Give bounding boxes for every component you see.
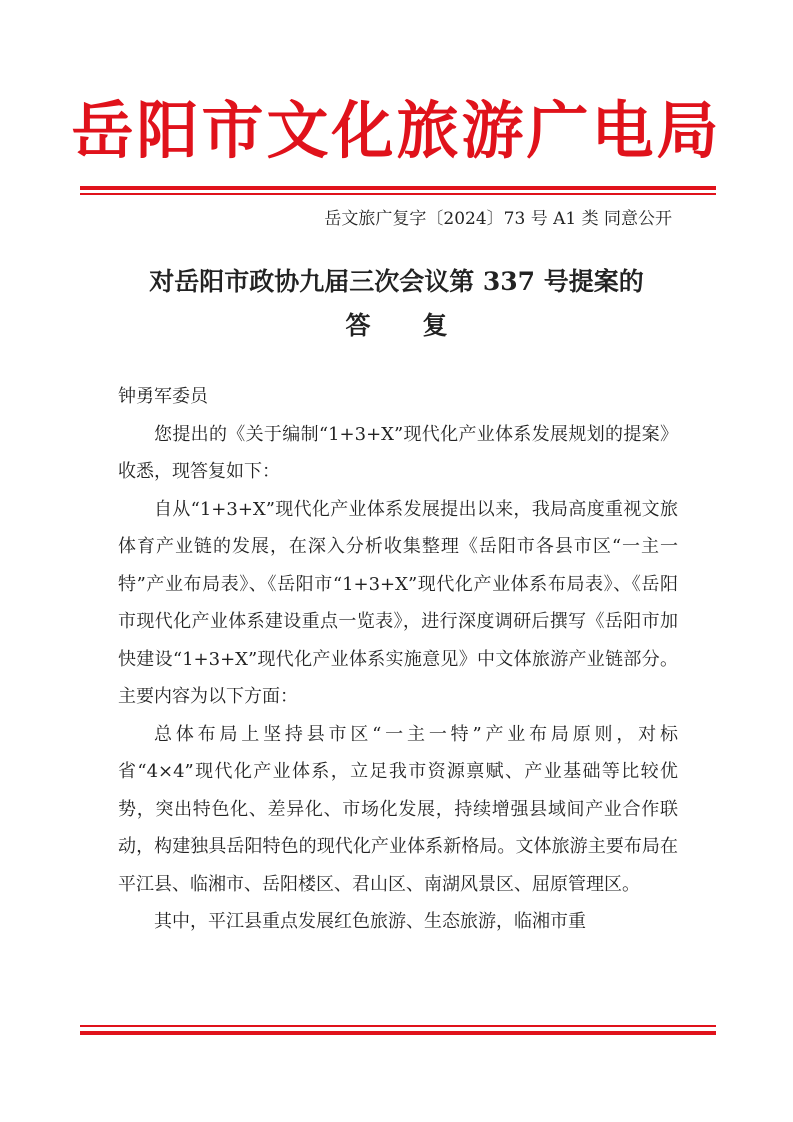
document-title-line1: 对岳阳市政协九届三次会议第 337 号提案的 [149, 267, 644, 296]
document-number: 岳文旅广复字〔2024〕73 号 A1 类 同意公开 [324, 209, 672, 229]
organization-masthead: 岳阳市文化旅游广电局 [71, 94, 722, 167]
paragraph: 其中，平江县重点发展红色旅游、生态旅游，临湘市重 [154, 911, 586, 932]
paragraph: 您提出的《关于编制“1+3+X”现代化产业体系发展规划的提案》收悉，现答复如下： [118, 423, 678, 482]
footer-rule-thin [80, 1025, 716, 1027]
footer-rule-thick [80, 1031, 716, 1035]
paragraph: 总体布局上坚持县市区“一主一特”产业布局原则，对标省“4×4”现代化产业体系，立足我市资源禀赋、产业基础等比较优势，突出特色化、差异化、市场化发展，持续增强县域间产业合作联动，构建独具岳阳特色的现代化产业体系新格局。文体旅游主要布局在平江县、临湘市、岳阳楼区、君山区、南湖风景区、屈原管理区。 [118, 723, 678, 895]
header-rule-thin [80, 193, 716, 195]
document-body [118, 378, 678, 941]
document-title-line2: 答复 [345, 311, 500, 340]
salutation: 钟勇军委员 [118, 386, 208, 407]
header-rule-thick [80, 186, 716, 190]
paragraph: 自从“1+3+X”现代化产业体系发展提出以来，我局高度重视文旅体育产业链的发展，在深入分析收集整理《岳阳市各县市区“一主一特”产业布局表》、《岳阳市“1+3+X”现代化产业体系布局表》、《岳阳市现代化产业体系建设重点一览表》，进行深度调研后撰写《岳阳市加快建设“1+3+X”现代化产业体系实施意见》中文体旅游产业链部分。主要内容为以下方面： [118, 498, 678, 707]
